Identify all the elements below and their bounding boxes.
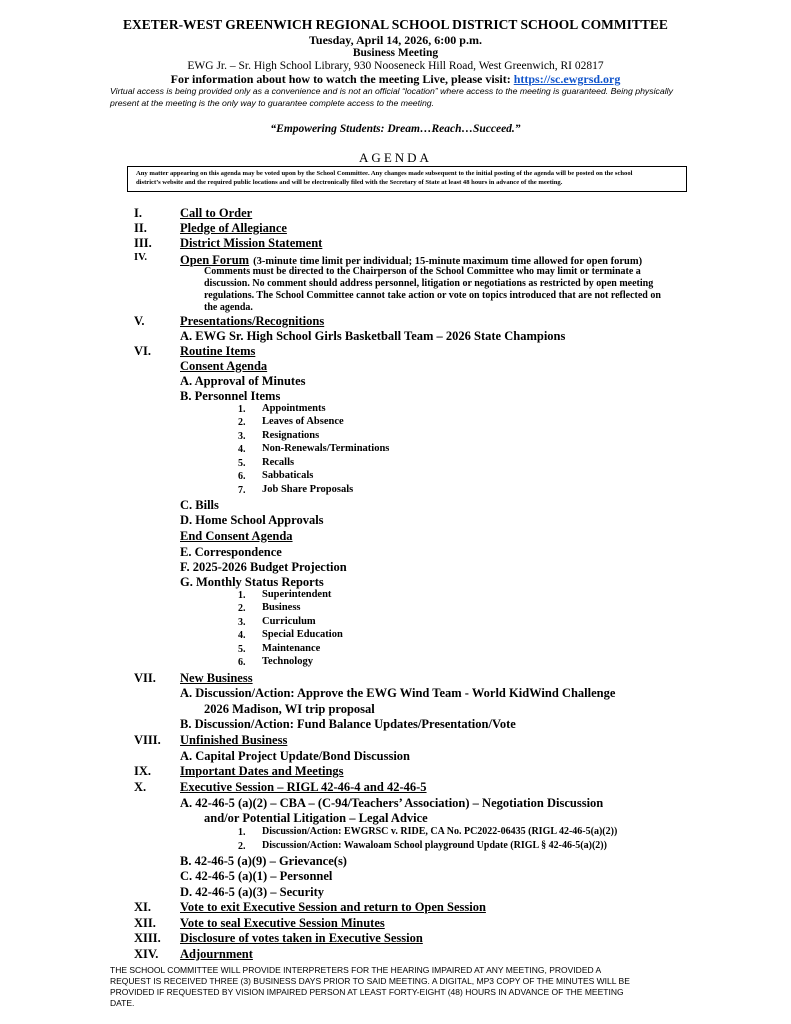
section-number: XIV. [134,947,159,961]
district-title: EXETER-WEST GREENWICH REGIONAL SCHOOL DISTRICT SCHOOL COMMITTEE [123,17,668,32]
section-number: IX. [134,764,152,778]
executive-a-line-2: and/or Potential Litigation – Legal Advice [204,811,428,825]
personnel-item: Leaves of Absence [262,416,344,427]
executive-a-line-1: A. 42-46-5 (a)(2) – CBA – (C-94/Teachers’ Association) – Negotiation Discussion [180,796,604,810]
open-forum-desc-3: regulations. The School Committee cannot take action or vote on topics introduced that are not reflected on [204,290,661,301]
personnel-item: Recalls [262,457,295,468]
open-forum-desc-2: discussion. No comment should address personnel, litigation or negotiations as restricted by open meeting [204,278,654,289]
personnel-number: 7. [238,485,246,496]
motto: “Empowering Students: Dream…Reach…Succeed.” [270,123,521,135]
watch-link[interactable]: https://sc.ewgrsd.org [513,72,621,86]
routine-item-d: D. Home School Approvals [180,513,324,527]
section-number: XII. [134,916,156,930]
report-number: 3. [238,617,246,628]
personnel-number: 1. [238,404,246,415]
virtual-note-line-1: Virtual access is being provided only as a convenience and is not an official “location” where access to the meeting is guaranteed. Being physically [110,86,673,96]
open-forum-desc-4: the agenda. [204,302,253,313]
watch-info [0,72,791,87]
report-item: Business [262,602,301,613]
section-number: V. [134,314,145,328]
personnel-item: Job Share Proposals [262,484,354,495]
personnel-item: Appointments [262,403,326,414]
notice-box [127,166,687,192]
footer-line-4: DATE. [110,998,135,1008]
report-item: Superintendent [262,589,332,600]
section-presentations: Presentations/Recognitions [180,314,325,328]
section-number: VIII. [134,733,161,747]
notice-line-2: district’s website and the required public locations and will be electronically filed with the Secretary of State at least 48 hours in advance of the meeting. [136,179,563,186]
executive-sub-item: Discussion/Action: EWGRSC v. RIDE, CA No. PC2022-06435 (RIGL 42-46-5(a)(2)) [262,826,618,837]
personnel-number: 6. [238,471,246,482]
watch-prefix: For information about how to watch the meeting Live, please visit: [170,72,511,86]
executive-c: C. 42-46-5 (a)(1) – Personnel [180,869,333,883]
section-important-dates: Important Dates and Meetings [180,764,344,778]
presentation-item-a: A. EWG Sr. High School Girls Basketball Team – 2026 State Champions [180,329,566,343]
section-pledge: Pledge of Allegiance [180,221,287,235]
meeting-date: Tuesday, April 14, 2026, 6:00 p.m. [309,33,482,47]
section-call-to-order: Call to Order [180,206,253,220]
unfinished-business-a: A. Capital Project Update/Bond Discussion [180,749,410,763]
routine-item-b: B. Personnel Items [180,389,281,403]
section-number: X. [134,780,147,794]
section-new-business: New Business [180,671,253,685]
section-number: I. [134,206,142,220]
routine-item-c: C. Bills [180,498,219,512]
meeting-type: Business Meeting [352,47,439,59]
footer-line-1: THE SCHOOL COMMITTEE WILL PROVIDE INTERPRETERS FOR THE HEARING IMPAIRED AT ANY MEETING, PROVIDED A [110,965,602,975]
footer-line-3: PROVIDED IF REQUESTED BY VISION IMPAIRED PERSON AT LEAST FORTY-EIGHT (48) HOURS IN ADVANCE OF THE MEETING [110,987,624,997]
personnel-item: Sabbaticals [262,470,314,481]
section-number: XI. [134,900,152,914]
report-item: Curriculum [262,616,316,627]
routine-item-f: F. 2025-2026 Budget Projection [180,560,347,574]
section-number: II. [134,221,147,235]
agenda-title: AGENDA [359,150,432,165]
personnel-number: 4. [238,444,246,455]
consent-agenda-heading: Consent Agenda [180,359,268,373]
executive-sub-number: 2. [238,841,246,852]
meeting-location: EWG Jr. – Sr. High School Library, 930 Nooseneck Hill Road, West Greenwich, RI 02817 [187,60,604,72]
section-number: III. [134,236,152,250]
routine-item-a: A. Approval of Minutes [180,374,306,388]
personnel-number: 5. [238,458,246,469]
routine-item-e: E. Correspondence [180,545,282,559]
personnel-item: Non-Renewals/Terminations [262,443,390,454]
personnel-number: 2. [238,417,246,428]
executive-d: D. 42-46-5 (a)(3) – Security [180,885,325,899]
personnel-item: Resignations [262,430,320,441]
new-business-a-line-1: A. Discussion/Action: Approve the EWG Wind Team - World KidWind Challenge [180,686,616,700]
report-number: 2. [238,603,246,614]
report-item: Special Education [262,629,343,640]
new-business-a-line-2: 2026 Madison, WI trip proposal [204,702,375,716]
section-disclosure-votes: Disclosure of votes taken in Executive Session [180,931,423,945]
section-executive-session: Executive Session – RIGL 42-46-4 and 42-46-5 [180,780,427,794]
section-adjournment: Adjournment [180,947,253,961]
section-routine-items: Routine Items [180,344,256,358]
open-forum-time-note: (3-minute time limit per individual; 15-minute maximum time allowed for open forum) [253,256,643,267]
section-number: VI. [134,344,152,358]
executive-sub-item: Discussion/Action: Wawaloam School playground Update (RIGL § 42-46-5(a)(2)) [262,840,607,851]
report-number: 5. [238,644,246,655]
end-consent-agenda: End Consent Agenda [180,529,293,543]
report-item: Technology [262,656,313,667]
section-number: VII. [134,671,156,685]
personnel-number: 3. [238,431,246,442]
report-number: 6. [238,657,246,668]
virtual-note-line-2: present at the meeting is the only way to guarantee complete access to the meeting. [110,98,435,108]
report-item: Maintenance [262,643,321,654]
open-forum-desc-1: Comments must be directed to the Chairperson of the School Committee who may limit or terminate a [204,266,641,277]
executive-sub-number: 1. [238,827,246,838]
section-open-forum: Open Forum [180,253,250,267]
section-seal-minutes: Vote to seal Executive Session Minutes [180,916,385,930]
footer-line-2: REQUEST IS RECEIVED THREE (3) BUSINESS DAYS PRIOR TO SAID MEETING. A DIGITAL, MP3 COPY OF THE MINUTES WILL BE [110,976,630,986]
report-number: 1. [238,590,246,601]
section-exit-executive: Vote to exit Executive Session and return to Open Session [180,900,486,914]
notice-line-1: Any matter appearing on this agenda may be voted upon by the School Committee. Any changes made subsequent to the initial posting of the agenda will be posted on the school [136,170,633,177]
section-unfinished-business: Unfinished Business [180,733,288,747]
report-number: 4. [238,630,246,641]
section-number: IV. [134,252,147,263]
executive-b: B. 42-46-5 (a)(9) – Grievance(s) [180,854,347,868]
section-mission-statement: District Mission Statement [180,236,323,250]
section-number: XIII. [134,931,161,945]
new-business-b: B. Discussion/Action: Fund Balance Updates/Presentation/Vote [180,717,516,731]
routine-item-g: G. Monthly Status Reports [180,575,324,589]
